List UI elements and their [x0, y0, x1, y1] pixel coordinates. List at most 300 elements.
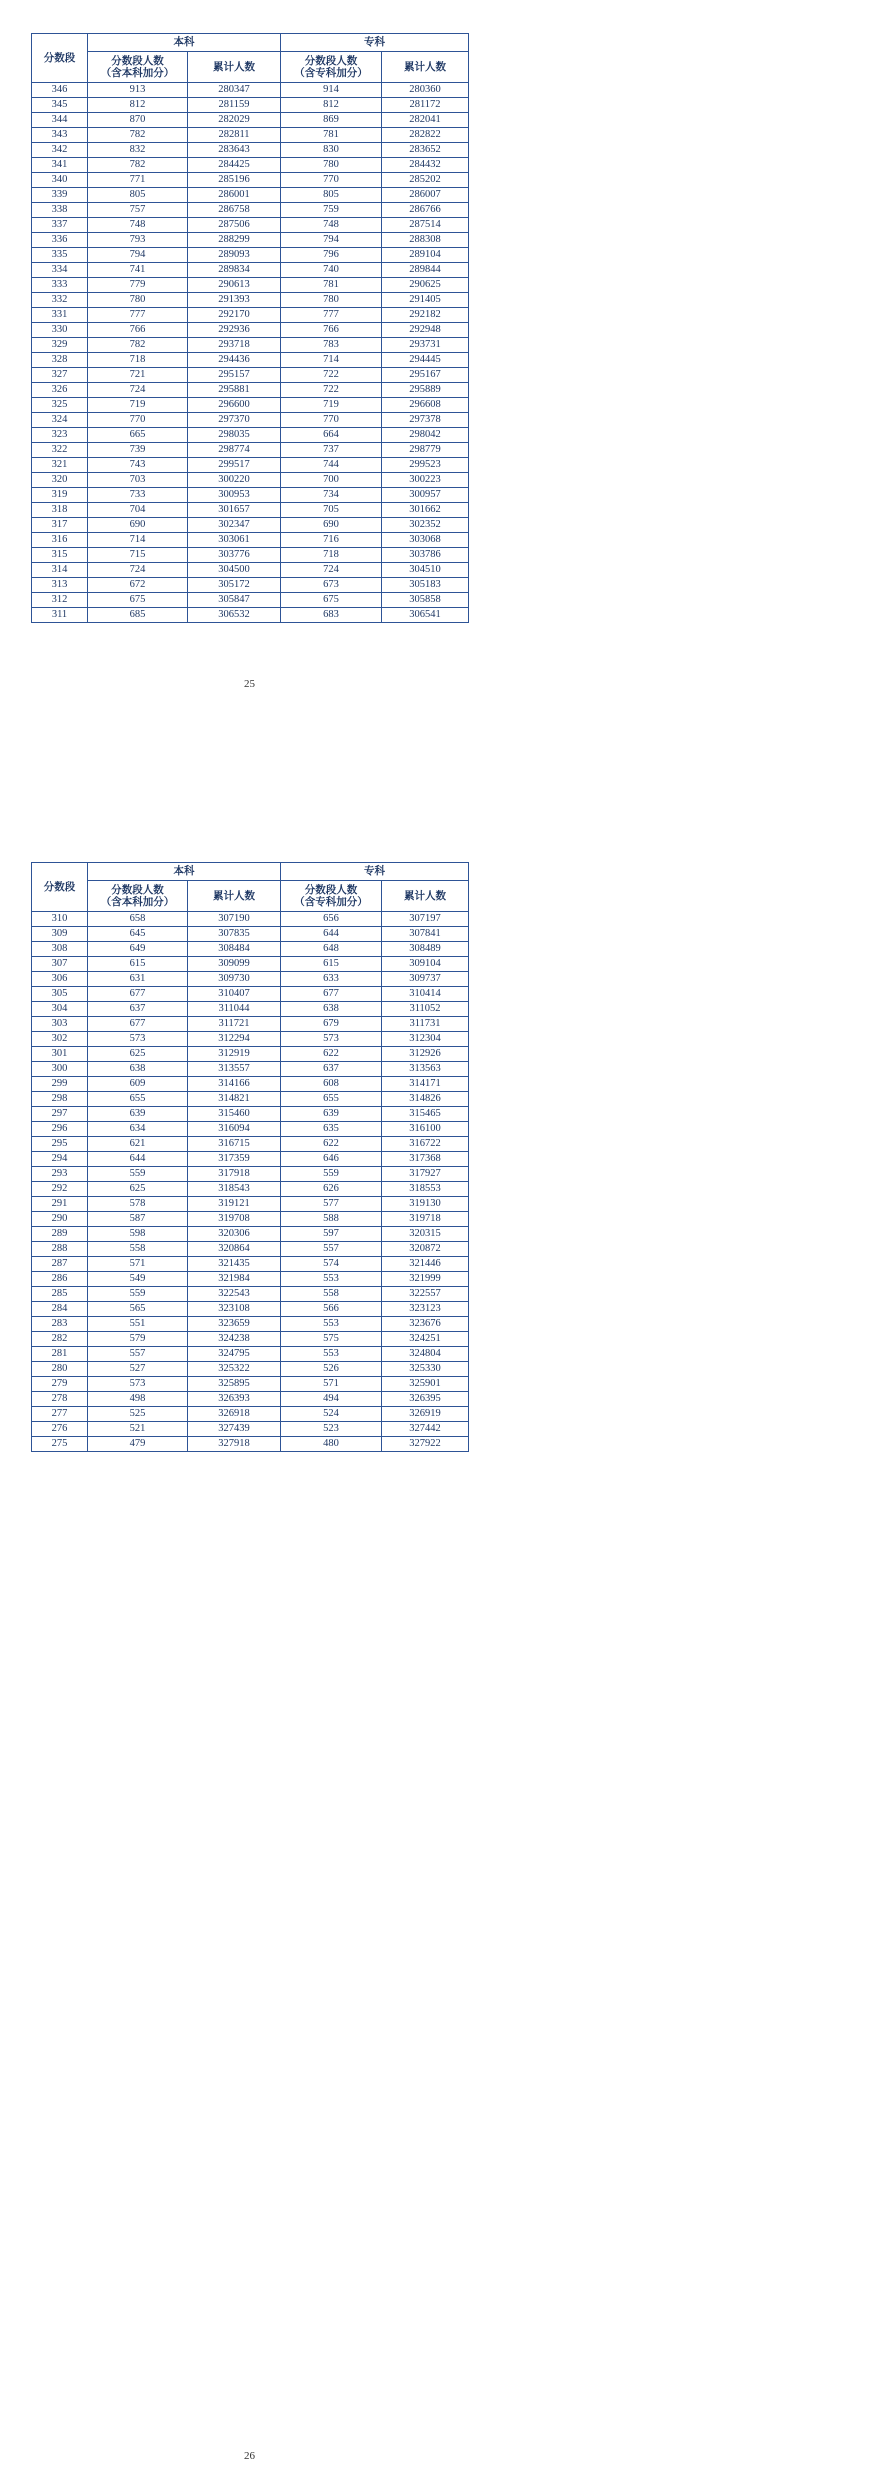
- table-cell: 286: [32, 1272, 88, 1287]
- header-undergrad-segment-count: [88, 881, 188, 912]
- table-cell: 685: [88, 608, 188, 623]
- table-cell: 714: [88, 533, 188, 548]
- table-row: [32, 413, 469, 428]
- table-cell: 757: [88, 203, 188, 218]
- table-cell: 279: [32, 1377, 88, 1392]
- table-cell: 639: [281, 1107, 382, 1122]
- table-row: [32, 1017, 469, 1032]
- table-row: [32, 428, 469, 443]
- table-cell: 298779: [382, 443, 469, 458]
- table-cell: 316715: [188, 1137, 281, 1152]
- table-cell: 812: [281, 98, 382, 113]
- table-cell: 330: [32, 323, 88, 338]
- table-cell: 306541: [382, 608, 469, 623]
- table-cell: 780: [88, 293, 188, 308]
- table-cell: 314821: [188, 1092, 281, 1107]
- table-cell: 292948: [382, 323, 469, 338]
- table-cell: 313557: [188, 1062, 281, 1077]
- table-cell: 331: [32, 308, 88, 323]
- table-cell: 295157: [188, 368, 281, 383]
- table-cell: 282041: [382, 113, 469, 128]
- table-cell: 557: [88, 1347, 188, 1362]
- table-cell: 285202: [382, 173, 469, 188]
- table-cell: 794: [88, 248, 188, 263]
- table-cell: 655: [281, 1092, 382, 1107]
- table-cell: 665: [88, 428, 188, 443]
- table-cell: 281159: [188, 98, 281, 113]
- table-cell: 283: [32, 1317, 88, 1332]
- header-undergrad-segment-count: [88, 52, 188, 83]
- table-cell: 316722: [382, 1137, 469, 1152]
- table-cell: 301662: [382, 503, 469, 518]
- table-cell: 304500: [188, 563, 281, 578]
- table-cell: 307197: [382, 912, 469, 927]
- table-cell: 285196: [188, 173, 281, 188]
- table-cell: 305: [32, 987, 88, 1002]
- table-cell: 766: [88, 323, 188, 338]
- table-cell: 480: [281, 1437, 382, 1452]
- table-cell: 302352: [382, 518, 469, 533]
- table-cell: 587: [88, 1212, 188, 1227]
- table-row: [32, 1107, 469, 1122]
- table-group-header-row: [32, 863, 469, 881]
- table-row: [32, 1212, 469, 1227]
- table-cell: 677: [88, 1017, 188, 1032]
- table-cell: 316094: [188, 1122, 281, 1137]
- table-cell: 291405: [382, 293, 469, 308]
- table-cell: 320315: [382, 1227, 469, 1242]
- table-cell: 321: [32, 458, 88, 473]
- table-cell: 307835: [188, 927, 281, 942]
- table-cell: 303068: [382, 533, 469, 548]
- table-cell: 312: [32, 593, 88, 608]
- table-cell: 597: [281, 1227, 382, 1242]
- table-cell: 319: [32, 488, 88, 503]
- table-row: [32, 972, 469, 987]
- table-cell: 637: [281, 1062, 382, 1077]
- table-cell: 309: [32, 927, 88, 942]
- table-cell: 553: [281, 1317, 382, 1332]
- table-cell: 677: [281, 987, 382, 1002]
- table-cell: 295167: [382, 368, 469, 383]
- table-cell: 579: [88, 1332, 188, 1347]
- table-row: [32, 353, 469, 368]
- table-row: [32, 113, 469, 128]
- table-row: [32, 503, 469, 518]
- table-cell: 626: [281, 1182, 382, 1197]
- table-cell: 673: [281, 578, 382, 593]
- header-college-segment-count: [281, 881, 382, 912]
- table-cell: 284425: [188, 158, 281, 173]
- table-cell: 308489: [382, 942, 469, 957]
- header-line-1: 分数段人数: [304, 883, 358, 896]
- table-row: [32, 233, 469, 248]
- table-cell: 287: [32, 1257, 88, 1272]
- table-row: [32, 458, 469, 473]
- table-cell: 649: [88, 942, 188, 957]
- table-cell: 796: [281, 248, 382, 263]
- table-cell: 703: [88, 473, 188, 488]
- table-cell: 326918: [188, 1407, 281, 1422]
- table-cell: 321446: [382, 1257, 469, 1272]
- table-cell: 322543: [188, 1287, 281, 1302]
- table-cell: 315460: [188, 1107, 281, 1122]
- table-cell: 300223: [382, 473, 469, 488]
- table-row: [32, 1347, 469, 1362]
- table-cell: 337: [32, 218, 88, 233]
- table-row: [32, 942, 469, 957]
- table-cell: 766: [281, 323, 382, 338]
- table-cell: 625: [88, 1182, 188, 1197]
- table-cell: 812: [88, 98, 188, 113]
- table-cell: 715: [88, 548, 188, 563]
- table-cell: 677: [88, 987, 188, 1002]
- table-cell: 869: [281, 113, 382, 128]
- table-cell: 323659: [188, 1317, 281, 1332]
- table-cell: 294: [32, 1152, 88, 1167]
- table-cell: 615: [88, 957, 188, 972]
- table-cell: 315: [32, 548, 88, 563]
- table-cell: 793: [88, 233, 188, 248]
- table-cell: 633: [281, 972, 382, 987]
- table-row: [32, 158, 469, 173]
- table-cell: 524: [281, 1407, 382, 1422]
- table-cell: 578: [88, 1197, 188, 1212]
- table-cell: 314826: [382, 1092, 469, 1107]
- table-cell: 308: [32, 942, 88, 957]
- table-row: [32, 548, 469, 563]
- table-cell: 284: [32, 1302, 88, 1317]
- table-cell: 286766: [382, 203, 469, 218]
- table-cell: 722: [281, 368, 382, 383]
- table-row: [32, 1032, 469, 1047]
- table-cell: 571: [88, 1257, 188, 1272]
- table-cell: 314166: [188, 1077, 281, 1092]
- table-cell: 315465: [382, 1107, 469, 1122]
- table-cell: 637: [88, 1002, 188, 1017]
- header-line-2: （含本科加分）: [100, 67, 175, 79]
- table-row: [32, 1122, 469, 1137]
- table-cell: 277: [32, 1407, 88, 1422]
- table-row: [32, 1062, 469, 1077]
- table-cell: 830: [281, 143, 382, 158]
- table-cell: 298035: [188, 428, 281, 443]
- table-cell: 716: [281, 533, 382, 548]
- table-cell: 644: [88, 1152, 188, 1167]
- table-cell: 293718: [188, 338, 281, 353]
- table-cell: 320: [32, 473, 88, 488]
- table-cell: 683: [281, 608, 382, 623]
- table-cell: 324238: [188, 1332, 281, 1347]
- table-cell: 312304: [382, 1032, 469, 1047]
- table-row: [32, 1167, 469, 1182]
- table-cell: 295889: [382, 383, 469, 398]
- table-body: [32, 912, 469, 1452]
- table-cell: 638: [88, 1062, 188, 1077]
- table-cell: 287506: [188, 218, 281, 233]
- table-cell: 278: [32, 1392, 88, 1407]
- table-row: [32, 83, 469, 98]
- table-cell: 777: [88, 308, 188, 323]
- table-cell: 739: [88, 443, 188, 458]
- table-cell: 744: [281, 458, 382, 473]
- table-cell: 303061: [188, 533, 281, 548]
- table-cell: 525: [88, 1407, 188, 1422]
- table-cell: 293731: [382, 338, 469, 353]
- table-cell: 573: [88, 1032, 188, 1047]
- table-cell: 342: [32, 143, 88, 158]
- table-row: [32, 368, 469, 383]
- table-row: [32, 278, 469, 293]
- table-cell: 295: [32, 1137, 88, 1152]
- table-cell: 523: [281, 1422, 382, 1437]
- table-cell: 289093: [188, 248, 281, 263]
- table-cell: 724: [88, 563, 188, 578]
- table-cell: 307841: [382, 927, 469, 942]
- header-college-cumulative-count: 累计人数: [382, 881, 469, 912]
- table-cell: 292182: [382, 308, 469, 323]
- table-row: [32, 1302, 469, 1317]
- table-cell: 737: [281, 443, 382, 458]
- table-cell: 312294: [188, 1032, 281, 1047]
- table-cell: 288: [32, 1242, 88, 1257]
- table-cell: 638: [281, 1002, 382, 1017]
- table-cell: 292: [32, 1182, 88, 1197]
- table-cell: 321984: [188, 1272, 281, 1287]
- table-row: [32, 1332, 469, 1347]
- table-row: [32, 533, 469, 548]
- table-sub-header-row: [32, 52, 469, 83]
- table-cell: 588: [281, 1212, 382, 1227]
- table-cell: 286007: [382, 188, 469, 203]
- table-cell: 295881: [188, 383, 281, 398]
- table-cell: 608: [281, 1077, 382, 1092]
- table-cell: 338: [32, 203, 88, 218]
- table-cell: 770: [281, 173, 382, 188]
- table-cell: 559: [281, 1167, 382, 1182]
- table-cell: 780: [281, 158, 382, 173]
- table-cell: 325901: [382, 1377, 469, 1392]
- table-cell: 333: [32, 278, 88, 293]
- table-cell: 734: [281, 488, 382, 503]
- table-cell: 704: [88, 503, 188, 518]
- table-cell: 302: [32, 1032, 88, 1047]
- table-cell: 722: [281, 383, 382, 398]
- table-cell: 527: [88, 1362, 188, 1377]
- table-cell: 324795: [188, 1347, 281, 1362]
- table-cell: 718: [88, 353, 188, 368]
- table-cell: 679: [281, 1017, 382, 1032]
- table-row: [32, 173, 469, 188]
- table-cell: 573: [88, 1377, 188, 1392]
- table-cell: 571: [281, 1377, 382, 1392]
- table-cell: 317368: [382, 1152, 469, 1167]
- table-cell: 321435: [188, 1257, 281, 1272]
- table-cell: 302347: [188, 518, 281, 533]
- table-cell: 287514: [382, 218, 469, 233]
- table-cell: 345: [32, 98, 88, 113]
- table-cell: 526: [281, 1362, 382, 1377]
- table-cell: 311: [32, 608, 88, 623]
- table-row: [32, 1362, 469, 1377]
- table-cell: 301: [32, 1047, 88, 1062]
- table-cell: 914: [281, 83, 382, 98]
- table-cell: 557: [281, 1242, 382, 1257]
- table-row: [32, 383, 469, 398]
- table-cell: 322557: [382, 1287, 469, 1302]
- table-cell: 325895: [188, 1377, 281, 1392]
- table-cell: 719: [281, 398, 382, 413]
- header-score-range: 分数段: [32, 863, 88, 912]
- table-cell: 323123: [382, 1302, 469, 1317]
- table-cell: 303786: [382, 548, 469, 563]
- table-row: [32, 1437, 469, 1452]
- table-cell: 309099: [188, 957, 281, 972]
- table-row: [32, 143, 469, 158]
- table-cell: 346: [32, 83, 88, 98]
- table-row: [32, 98, 469, 113]
- table-cell: 783: [281, 338, 382, 353]
- table-cell: 290613: [188, 278, 281, 293]
- table-cell: 310407: [188, 987, 281, 1002]
- table-cell: 551: [88, 1317, 188, 1332]
- table-cell: 304: [32, 1002, 88, 1017]
- table-cell: 296600: [188, 398, 281, 413]
- table-cell: 635: [281, 1122, 382, 1137]
- table-cell: 296: [32, 1122, 88, 1137]
- table-cell: 319718: [382, 1212, 469, 1227]
- table-cell: 622: [281, 1137, 382, 1152]
- table-cell: 300220: [188, 473, 281, 488]
- table-cell: 303776: [188, 548, 281, 563]
- table-cell: 598: [88, 1227, 188, 1242]
- header-line-1: 分数段人数: [111, 54, 164, 67]
- header-line-1: 分数段人数: [304, 54, 358, 67]
- table-cell: 675: [88, 593, 188, 608]
- table-cell: 290625: [382, 278, 469, 293]
- table-row: [32, 593, 469, 608]
- table-cell: 719: [88, 398, 188, 413]
- table-cell: 320864: [188, 1242, 281, 1257]
- header-undergraduate-group: 本科: [88, 863, 281, 881]
- table-cell: 741: [88, 263, 188, 278]
- table-row: [32, 293, 469, 308]
- table-cell: 656: [281, 912, 382, 927]
- table-cell: 639: [88, 1107, 188, 1122]
- score-distribution-table-page-25: [31, 33, 469, 623]
- table-cell: 700: [281, 473, 382, 488]
- table-cell: 324: [32, 413, 88, 428]
- table-cell: 313: [32, 578, 88, 593]
- table-cell: 332: [32, 293, 88, 308]
- table-cell: 339: [32, 188, 88, 203]
- table-cell: 299523: [382, 458, 469, 473]
- table-cell: 297: [32, 1107, 88, 1122]
- table-cell: 298: [32, 1092, 88, 1107]
- header-line-2: （含本科加分）: [100, 896, 175, 908]
- header-line-2: （含专科加分）: [294, 896, 368, 908]
- table-cell: 301657: [188, 503, 281, 518]
- table-cell: 308484: [188, 942, 281, 957]
- table-cell: 323: [32, 428, 88, 443]
- table-cell: 326919: [382, 1407, 469, 1422]
- table-cell: 644: [281, 927, 382, 942]
- table-cell: 300: [32, 1062, 88, 1077]
- table-cell: 832: [88, 143, 188, 158]
- header-junior-college-group: 专科: [281, 863, 469, 881]
- table-cell: 690: [88, 518, 188, 533]
- table-cell: 327922: [382, 1437, 469, 1452]
- table-cell: 282811: [188, 128, 281, 143]
- table-cell: 805: [281, 188, 382, 203]
- table-row: [32, 563, 469, 578]
- table-cell: 280347: [188, 83, 281, 98]
- table-cell: 327439: [188, 1422, 281, 1437]
- table-cell: 565: [88, 1302, 188, 1317]
- table-cell: 634: [88, 1122, 188, 1137]
- table-cell: 748: [88, 218, 188, 233]
- table-cell: 305172: [188, 578, 281, 593]
- table-cell: 577: [281, 1197, 382, 1212]
- table-cell: 318553: [382, 1182, 469, 1197]
- table-cell: 622: [281, 1047, 382, 1062]
- table-cell: 309730: [188, 972, 281, 987]
- table-cell: 324251: [382, 1332, 469, 1347]
- table-cell: 498: [88, 1392, 188, 1407]
- table-cell: 307190: [188, 912, 281, 927]
- header-college-cumulative-count: 累计人数: [382, 52, 469, 83]
- table-cell: 291393: [188, 293, 281, 308]
- table-cell: 777: [281, 308, 382, 323]
- table-row: [32, 1227, 469, 1242]
- table-cell: 310414: [382, 987, 469, 1002]
- table-row: [32, 1377, 469, 1392]
- table-cell: 289104: [382, 248, 469, 263]
- table-cell: 655: [88, 1092, 188, 1107]
- table-cell: 327: [32, 368, 88, 383]
- table-cell: 312926: [382, 1047, 469, 1062]
- table-cell: 281172: [382, 98, 469, 113]
- table-cell: 275: [32, 1437, 88, 1452]
- table-cell: 574: [281, 1257, 382, 1272]
- table-row: [32, 927, 469, 942]
- header-undergraduate-group: 本科: [88, 34, 281, 52]
- table-cell: 553: [281, 1347, 382, 1362]
- table-cell: 334: [32, 263, 88, 278]
- table-cell: 743: [88, 458, 188, 473]
- header-junior-college-group: 专科: [281, 34, 469, 52]
- table-group-header-row: [32, 34, 469, 52]
- table-cell: 282: [32, 1332, 88, 1347]
- table-cell: 340: [32, 173, 88, 188]
- table-cell: 913: [88, 83, 188, 98]
- table-cell: 283643: [188, 143, 281, 158]
- table-cell: 309737: [382, 972, 469, 987]
- table-cell: 313563: [382, 1062, 469, 1077]
- table-cell: 615: [281, 957, 382, 972]
- table-cell: 305858: [382, 593, 469, 608]
- table-row: [32, 1152, 469, 1167]
- table-cell: 317927: [382, 1167, 469, 1182]
- table-cell: 721: [88, 368, 188, 383]
- table-row: [32, 1287, 469, 1302]
- table-cell: 297370: [188, 413, 281, 428]
- table-row: [32, 957, 469, 972]
- header-undergrad-cumulative-count: 累计人数: [188, 52, 281, 83]
- header-line-2: （含专科加分）: [294, 67, 368, 79]
- table-cell: 782: [88, 128, 188, 143]
- table-cell: 311731: [382, 1017, 469, 1032]
